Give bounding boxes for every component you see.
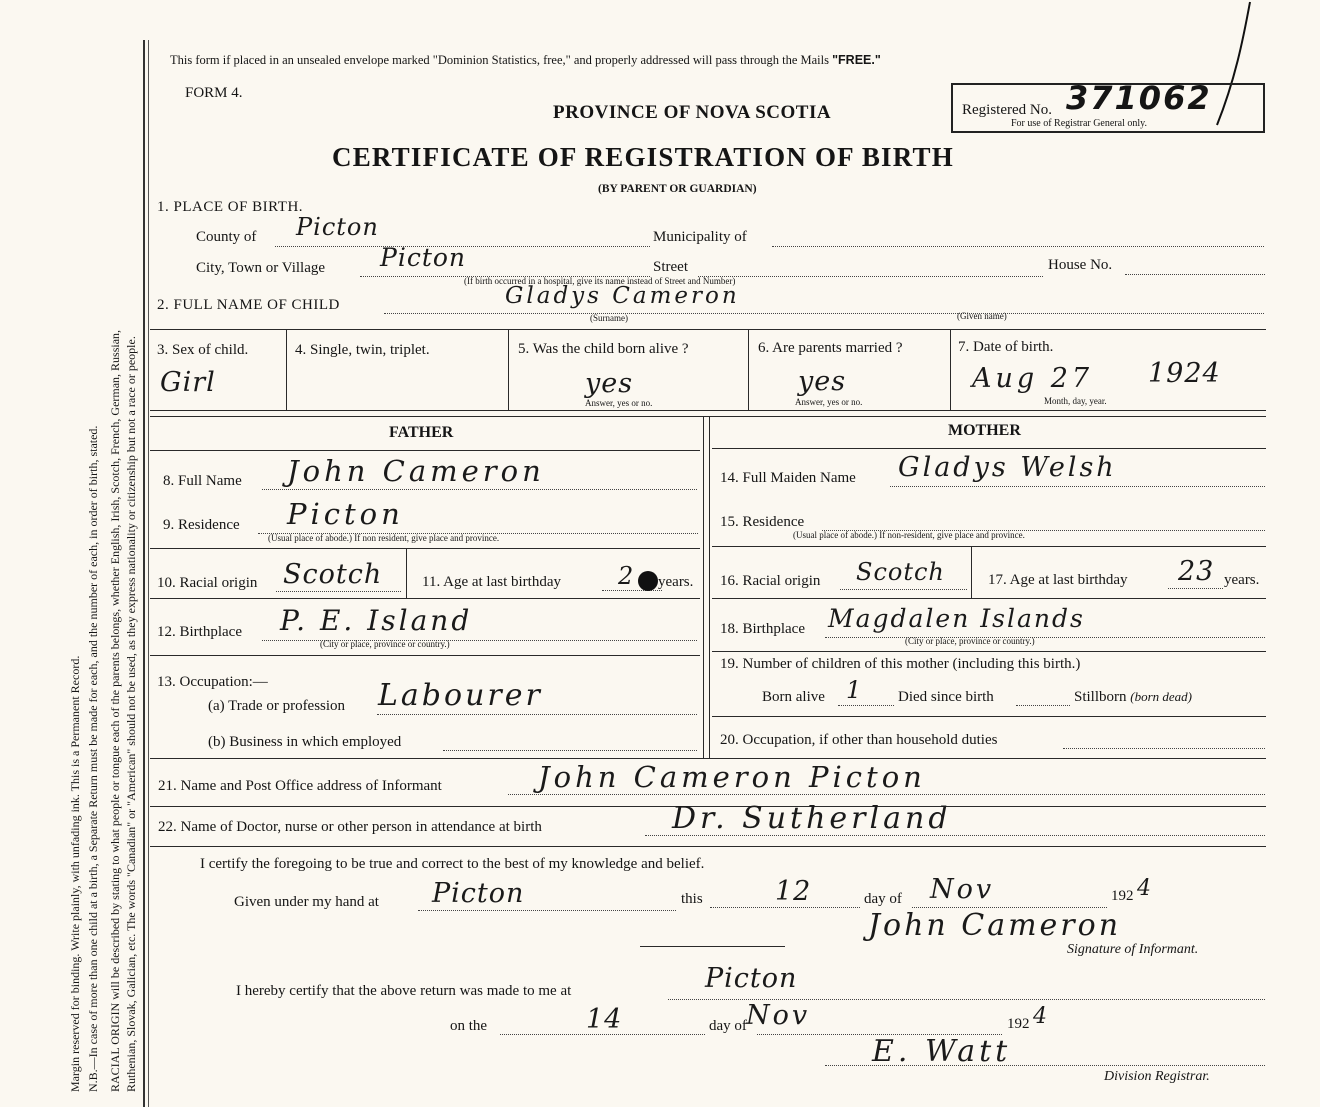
mother-name-line xyxy=(890,486,1265,487)
father-racial-value: Scotch xyxy=(283,559,383,590)
father-col-rule xyxy=(406,548,407,598)
mother-racial-line xyxy=(840,589,967,590)
registrar-signature: E. Watt xyxy=(872,1034,1012,1069)
registered-label: Registered No. xyxy=(962,102,1052,118)
ink-blot xyxy=(638,571,658,591)
child-name-line xyxy=(384,313,1264,314)
house-line xyxy=(1125,274,1265,275)
mail-notice: This form if placed in an unsealed envelope marked "Dominion Statistics, free," and properly addressed will pass through the Mails "FREE." xyxy=(170,53,881,67)
day-value: 12 xyxy=(775,876,812,907)
province-heading: PROVINCE OF NOVA SCOTIA xyxy=(553,102,832,123)
father-rule xyxy=(150,655,700,656)
mother-occupation-label: 20. Occupation, if other than household duties xyxy=(720,732,998,748)
margin-rule-inner xyxy=(148,40,149,1107)
died-since-birth-label: Died since birth xyxy=(898,689,994,705)
registrar-day-of-label: day of xyxy=(709,1018,747,1034)
surname-note: (Surname) xyxy=(590,313,628,323)
mother-residence-label: 15. Residence xyxy=(720,514,805,530)
stillborn-label: Stillborn (born dead) xyxy=(1074,689,1193,705)
child-name-label: 2. FULL NAME OF CHILD xyxy=(157,297,340,313)
doctor-label: 22. Name of Doctor, nurse or other person in attendance at birth xyxy=(158,819,542,835)
sex-label: 3. Sex of child. xyxy=(157,342,249,358)
signature-line xyxy=(640,946,785,947)
father-rule xyxy=(150,548,700,549)
parents-heading-rule xyxy=(712,448,1266,449)
mother-rule xyxy=(712,598,1266,599)
row-divider xyxy=(150,410,1266,411)
mother-children-label: 19. Number of children of this mother (including this birth.) xyxy=(720,656,1081,672)
sex-value: Girl xyxy=(160,367,216,398)
on-the-label: on the xyxy=(450,1018,488,1034)
street-note: (If birth occurred in a hospital, give its name instead of Street and Number) xyxy=(464,276,736,286)
married-value: yes xyxy=(798,366,847,397)
street-line xyxy=(698,276,1043,277)
father-residence-label: 9. Residence xyxy=(163,517,240,533)
registrar-place-value: Picton xyxy=(705,963,798,994)
parents-heading-rule xyxy=(150,450,700,451)
father-birthplace-label: 12. Birthplace xyxy=(157,624,242,640)
alive-value: yes xyxy=(585,368,634,399)
alive-note: Answer, yes or no. xyxy=(585,398,653,408)
margin-rule xyxy=(143,40,145,1107)
father-business-line xyxy=(443,750,697,751)
mother-birthplace-line xyxy=(825,637,1265,638)
form-number: FORM 4. xyxy=(185,85,243,101)
col-divider xyxy=(286,329,287,410)
this-label: this xyxy=(681,891,703,907)
given-place-line xyxy=(418,910,676,911)
informant-label: 21. Name and Post Office address of Informant xyxy=(158,778,442,794)
father-business-label: (b) Business in which employed xyxy=(208,734,402,750)
father-rule xyxy=(150,598,700,599)
alive-label: 5. Was the child born alive ? xyxy=(518,341,689,357)
registered-box xyxy=(951,79,1265,133)
given-under-label: Given under my hand at xyxy=(234,894,379,910)
father-racial-label: 10. Racial origin xyxy=(157,575,258,591)
col-divider xyxy=(950,329,951,410)
mother-age-label: 17. Age at last birthday xyxy=(988,572,1128,588)
county-label: County of xyxy=(196,229,257,245)
parents-divider-inner xyxy=(709,416,710,758)
mother-birthplace-note: (City or place, province or country.) xyxy=(905,636,1035,646)
dob-value: Aug 27 xyxy=(972,363,1094,394)
given-name-note: (Given name) xyxy=(957,311,1007,321)
margin-binding-note: Margin reserved for binding. Write plainly, with unfading ink. This is a Permanent Record. xyxy=(68,655,82,1092)
mother-racial-value: Scotch xyxy=(856,558,945,586)
mother-name-label: 14. Full Maiden Name xyxy=(720,470,856,486)
dob-year: 1924 xyxy=(1148,358,1221,389)
mother-age-value: 23 xyxy=(1178,556,1215,587)
certify-statement: I certify the foregoing to be true and correct to the best of my knowledge and belief. xyxy=(200,856,705,872)
father-age-line xyxy=(602,590,662,591)
mother-occupation-line xyxy=(1063,748,1265,749)
married-label: 6. Are parents married ? xyxy=(758,340,903,356)
year-digit: 4 xyxy=(1137,876,1152,901)
county-value: Picton xyxy=(296,213,379,241)
registrar-note: For use of Registrar General only. xyxy=(1011,118,1147,129)
row-divider xyxy=(150,329,1266,330)
day-of-label: day of xyxy=(864,891,902,907)
municipality-label: Municipality of xyxy=(653,229,747,245)
given-place-value: Picton xyxy=(432,878,525,909)
informant-top-rule xyxy=(150,758,1266,759)
died-since-birth-line xyxy=(1016,705,1070,706)
registrar-month-value: Nov xyxy=(746,1000,811,1031)
mother-residence-note: (Usual place of abode.) If non-resident, give place and province. xyxy=(793,530,1025,540)
mother-age-unit: years. xyxy=(1224,572,1260,588)
father-age-unit: years. xyxy=(658,574,694,590)
registrar-statement: I hereby certify that the above return was made to me at xyxy=(236,983,572,999)
father-birthplace-note: (City or place, province or country.) xyxy=(320,639,450,649)
place-of-birth-heading: 1. PLACE OF BIRTH. xyxy=(157,199,304,215)
father-age-label: 11. Age at last birthday xyxy=(422,574,561,590)
born-alive-label: Born alive xyxy=(762,689,825,705)
father-trade-label: (a) Trade or profession xyxy=(208,698,346,714)
street-label: Street xyxy=(653,259,688,275)
father-name-value: John Cameron xyxy=(287,454,545,488)
city-label: City, Town or Village xyxy=(196,260,326,276)
mother-birthplace-value: Magdalen Islands xyxy=(828,604,1085,633)
father-name-line xyxy=(262,489,697,490)
col-divider xyxy=(508,329,509,410)
child-name-value: Gladys Cameron xyxy=(505,283,740,309)
city-value: Picton xyxy=(380,243,467,272)
division-registrar-label: Division Registrar. xyxy=(1104,1069,1210,1084)
father-racial-line xyxy=(276,591,401,592)
registered-number: 371062 xyxy=(1066,79,1212,117)
margin-racial-note-1: RACIAL ORIGIN will be described by stating to what people or tongue each of the parents belongs, whether English, Irish, Scotch, French, German, Russian, xyxy=(108,329,122,1092)
informant-line xyxy=(508,794,1265,795)
mother-rule xyxy=(712,546,1266,547)
year-printed: 192 xyxy=(1111,888,1134,904)
father-occupation-label: 13. Occupation:— xyxy=(157,674,268,690)
month-value: Nov xyxy=(930,874,995,905)
father-trade-line xyxy=(377,714,697,715)
house-label: House No. xyxy=(1048,257,1113,273)
parents-top-rule xyxy=(150,416,1266,417)
father-heading: FATHER xyxy=(389,424,454,441)
married-note: Answer, yes or no. xyxy=(795,397,863,407)
informant-value: John Cameron Picton xyxy=(538,760,926,794)
mother-name-value: Gladys Welsh xyxy=(898,452,1117,483)
registrar-day-value: 14 xyxy=(586,1004,623,1035)
father-residence-value: Picton xyxy=(287,497,404,531)
dob-label: 7. Date of birth. xyxy=(958,339,1054,355)
day-line xyxy=(710,907,860,908)
doctor-value: Dr. Sutherland xyxy=(672,801,952,836)
margin-nb-note: N.B.—In case of more than one child at a birth, a Separate Return must be made for each, and the number of each, in order of birth, stated. xyxy=(86,425,100,1092)
signature-informant-label: Signature of Informant. xyxy=(1067,942,1199,957)
father-name-label: 8. Full Name xyxy=(163,473,242,489)
certificate-title: CERTIFICATE OF REGISTRATION OF BIRTH xyxy=(332,142,954,172)
mother-age-line xyxy=(1168,588,1223,589)
margin-racial-note-2: Ruthenian, Slovak, Galician, etc. The words "Canadian" or "American" should not be used, as they express nationality or citizenship but not a race or people. xyxy=(124,336,138,1092)
certification-top-rule xyxy=(150,846,1266,847)
mother-heading: MOTHER xyxy=(948,422,1021,439)
col-divider xyxy=(748,329,749,410)
registrar-year-digit: 4 xyxy=(1033,1004,1048,1029)
father-birthplace-value: P. E. Island xyxy=(280,604,473,637)
father-age-value: 2 xyxy=(618,562,635,590)
father-residence-note: (Usual place of abode.) If non resident, give place and province. xyxy=(268,533,500,543)
plurality-label: 4. Single, twin, triplet. xyxy=(295,342,430,358)
certificate-subtitle: (BY PARENT OR GUARDIAN) xyxy=(598,183,757,195)
parents-divider xyxy=(703,416,704,758)
mother-rule xyxy=(712,651,1266,652)
born-alive-value: 1 xyxy=(846,676,863,704)
dob-note: Month, day, year. xyxy=(1044,396,1107,406)
informant-signature: John Cameron xyxy=(868,908,1122,943)
registrar-year-printed: 192 xyxy=(1007,1016,1030,1032)
mother-birthplace-label: 18. Birthplace xyxy=(720,621,805,637)
father-trade-value: Labourer xyxy=(378,678,543,713)
municipality-line xyxy=(772,246,1264,247)
born-alive-line xyxy=(838,705,894,706)
mother-racial-label: 16. Racial origin xyxy=(720,573,821,589)
registrar-signature-line xyxy=(825,1065,1265,1066)
mother-col-rule xyxy=(971,546,972,598)
mother-rule xyxy=(712,716,1266,717)
